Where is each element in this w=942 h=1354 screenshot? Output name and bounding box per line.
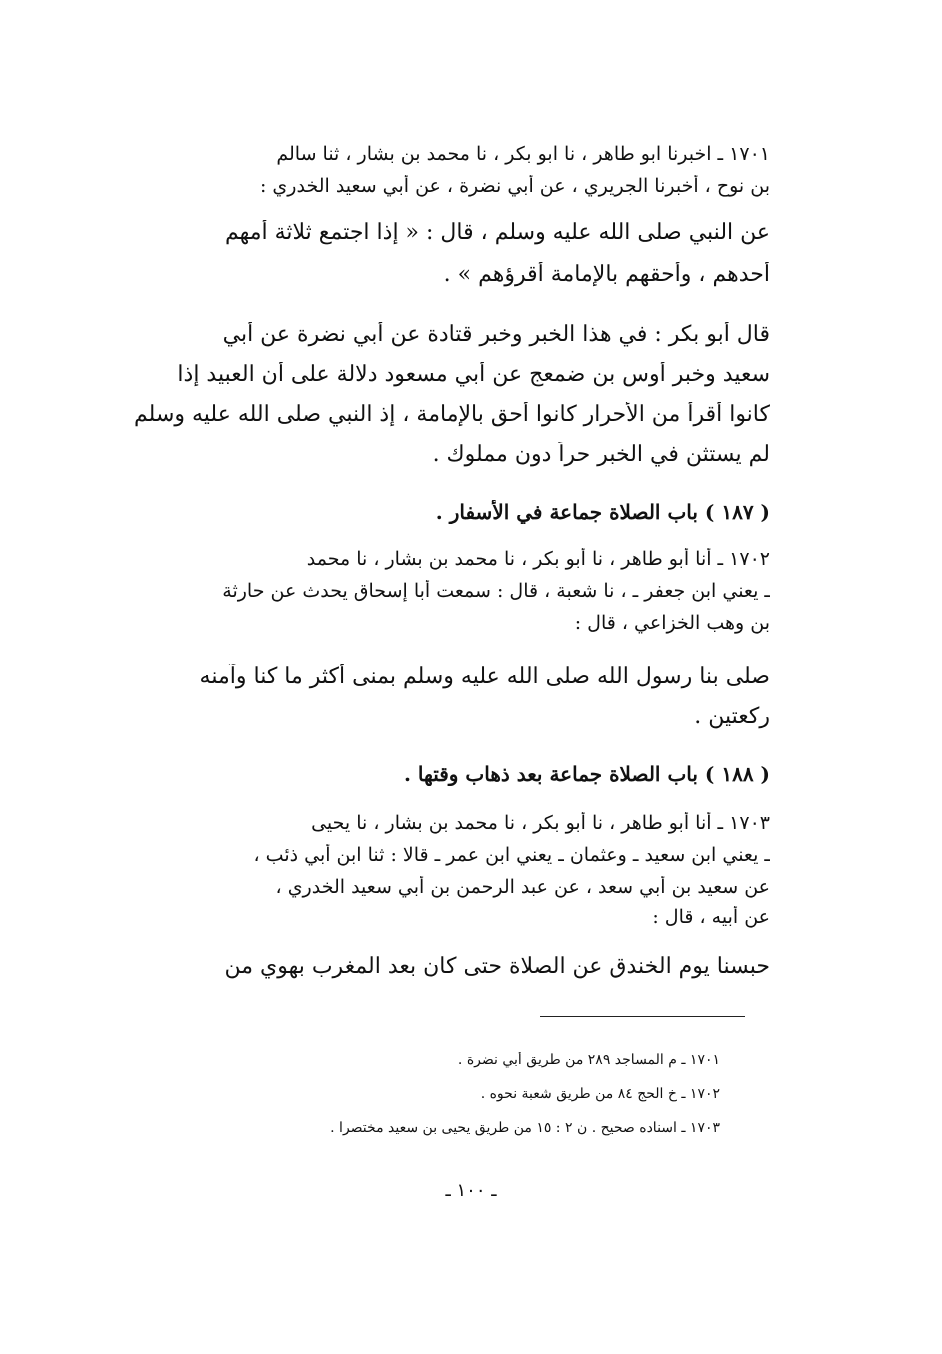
hadith-1702-matn-line-1: صلى بنا رسول الله صلى الله عليه وسلم بمنى أكثر ما كنا وآمنه xyxy=(199,664,770,689)
hadith-1702-isnad-line-1: ١٧٠٢ ـ أنا أبو طاهر ، نا أبو بكر ، نا محمد بن بشار ، نا محمد xyxy=(306,548,770,570)
page-number: ـ ١٠٠ ـ xyxy=(445,1180,497,1201)
hadith-1703-isnad-line-2: ـ يعني ابن سعيد ـ وعثمان ـ يعني ابن عمر ـ قالا : ثنا ابن أبي ذئب ، xyxy=(253,844,770,866)
hadith-1702-isnad-line-2: ـ يعني ابن جعفر ـ ، نا شعبة ، قال : سمعت أبا إسحاق يحدث عن حارثة xyxy=(222,580,770,602)
chapter-188-heading: ( ١٨٨ ) باب الصلاة جماعة بعد ذهاب وقتها . xyxy=(403,762,770,786)
commentary-line-3: كانوا أقرأ من الأحرار كانوا أحق بالإمامة ، إذ النبي صلى الله عليه وسلم xyxy=(134,402,770,427)
chapter-187-heading: ( ١٨٧ ) باب الصلاة جماعة في الأسفار . xyxy=(435,500,770,524)
commentary-line-4: لم يستثن في الخبر حراً دون مملوك . xyxy=(432,442,770,467)
hadith-1701-isnad-line-1: ١٧٠١ ـ اخبرنا ابو طاهر ، نا ابو بكر ، نا محمد بن بشار ، ثنا سالم xyxy=(276,143,770,165)
hadith-1703-isnad-line-1: ١٧٠٣ ـ أنا أبو طاهر ، نا أبو بكر ، نا محمد بن بشار ، نا يحيى xyxy=(311,812,770,834)
footnote-1702: ١٧٠٢ ـ خ الحج ٨٤ من طريق شعبة نحوه . xyxy=(480,1086,720,1102)
hadith-1701-matn-line-1: عن النبي صلى الله عليه وسلم ، قال : « إذا اجتمع ثلاثة أمهم xyxy=(224,220,770,245)
hadith-1701-matn-line-2: أحدهم ، وأحقهم بالإمامة أقرؤهم » . xyxy=(443,262,770,287)
footnote-1703: ١٧٠٣ ـ اسناده صحيح . ن ٢ : ١٥ من طريق يحيى بن سعيد مختصرا . xyxy=(330,1120,720,1136)
hadith-1702-matn-line-2: ركعتين . xyxy=(694,704,770,729)
hadith-1703-isnad-line-4: عن أبيه ، قال : xyxy=(652,906,770,928)
hadith-1703-isnad-line-3: عن سعيد بن أبي سعد ، عن عبد الرحمن بن أبي سعيد الخدري ، xyxy=(275,876,770,898)
commentary-line-1: قال أبو بكر : في هذا الخبر وخبر قتادة عن أبي نضرة عن أبي xyxy=(222,322,770,347)
commentary-line-2: سعيد وخبر أوس بن ضمعج عن أبي مسعود دلالة على أن العبيد إذا xyxy=(177,362,770,387)
hadith-1703-matn-line-1: حبسنا يوم الخندق عن الصلاة حتى كان بعد المغرب بهوي من xyxy=(224,954,770,979)
footnotes-area xyxy=(110,0,770,1354)
hadith-1702-isnad-line-3: بن وهب الخزاعي ، قال : xyxy=(574,612,770,634)
hadith-1701-isnad-line-2: بن نوح ، أخبرنا الجريري ، عن أبي نضرة ، عن أبي سعيد الخدري : xyxy=(259,175,770,197)
footnote-1701: ١٧٠١ ـ م المساجد ٢٨٩ من طريق أبي نضرة . xyxy=(457,1052,720,1068)
